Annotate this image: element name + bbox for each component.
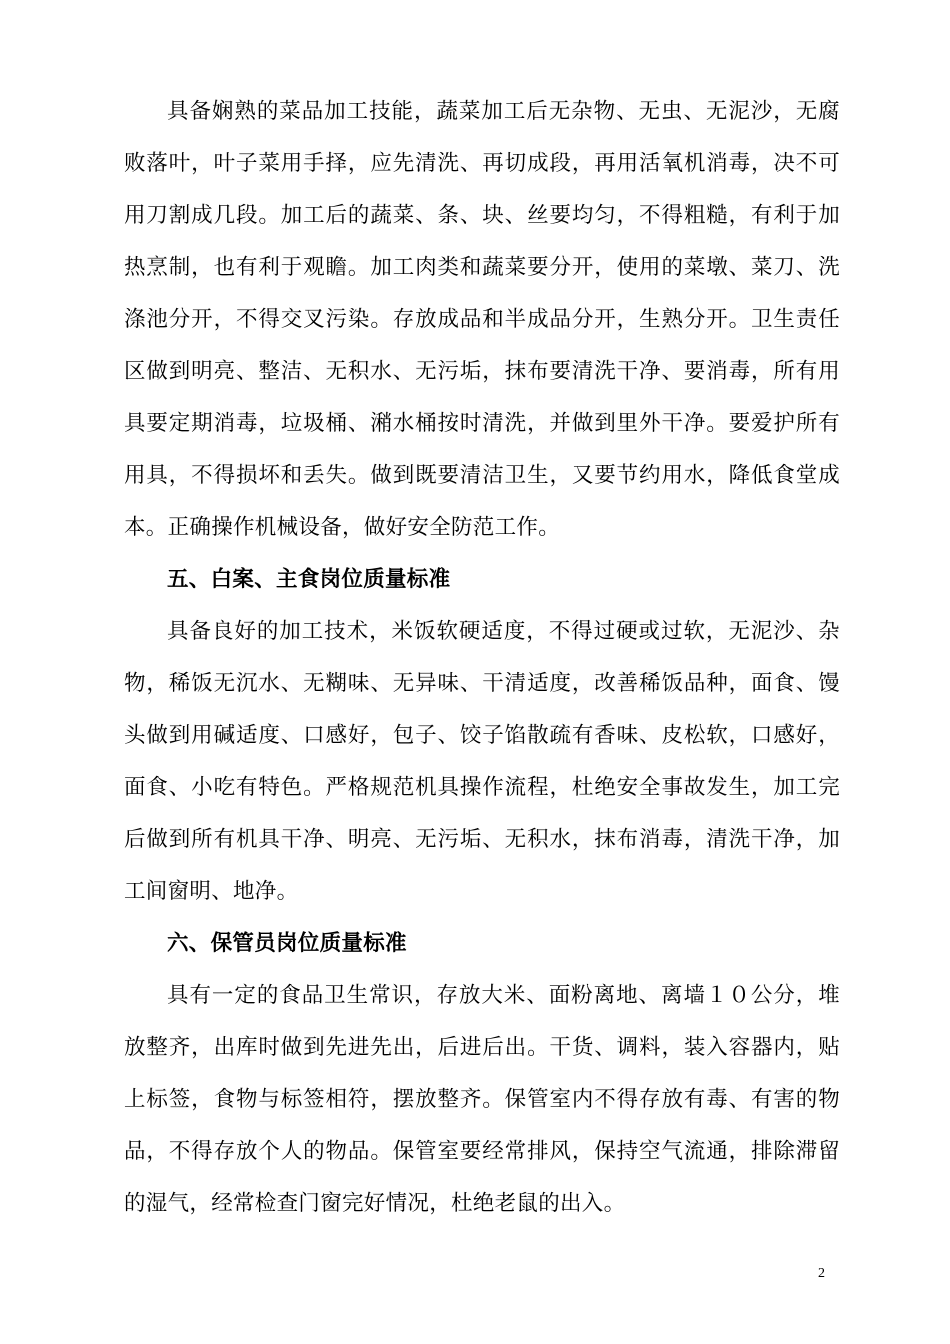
vegetable-processing-paragraph: 具备娴熟的菜品加工技能，蔬菜加工后无杂物、无虫、无泥沙，无腐败落叶，叶子菜用手择，应先清洗、再切成段，再用活氧机消毒，决不可用刀割成几段。加工后的蔬菜、条、块、丝要均匀，不得粗糙，有利于加热烹制，也有利于观瞻。加工肉类和蔬菜要分开，使用的菜墩、菜刀、洗涤池分开，不得交叉污染。存放成品和半成品分开，生熟分开。卫生责任区做到明亮、整洁、无积水、无污垢，抹布要清洗干净、要消毒，所有用具要定期消毒，垃圾桶、潲水桶按时清洗，并做到里外干净。要爱护所有用具，不得损坏和丢失。做到既要清洁卫生，又要节约用水，降低食堂成本。正确操作机械设备，做好安全防范工作。 bbox=[124, 99, 840, 540]
section-heading-storekeeper: 六、保管员岗位质量标准 bbox=[167, 931, 407, 956]
pastry-staple-paragraph: 具备良好的加工技术，米饭软硬适度，不得过硬或过软，无泥沙、杂物，稀饭无沉水、无糊味、无异味、干清适度，改善稀饭品种，面食、馒头做到用碱适度、口感好，包子、饺子馅散疏有香味、皮松软，口感好，面食、小吃有特色。严格规范机具操作流程，杜绝安全事故发生，加工完后做到所有机具干净、明亮、无污垢、无积水，抹布消毒，清洗干净，加工间窗明、地净。 bbox=[124, 619, 840, 904]
storekeeper-paragraph: 具有一定的食品卫生常识，存放大米、面粉离地、离墙１０公分，堆放整齐，出库时做到先进先出，后进后出。干货、调料，装入容器内，贴上标签，食物与标签相符，摆放整齐。保管室内不得存放有毒、有害的物品，不得存放个人的物品。保管室要经常排风，保持空气流通，排除滞留的湿气，经常检查门窗完好情况，杜绝老鼠的出入。 bbox=[124, 983, 840, 1216]
section-heading-pastry-staple: 五、白案、主食岗位质量标准 bbox=[167, 567, 451, 592]
page-number: 2 bbox=[818, 1266, 825, 1281]
document-page bbox=[124, 86, 840, 1230]
